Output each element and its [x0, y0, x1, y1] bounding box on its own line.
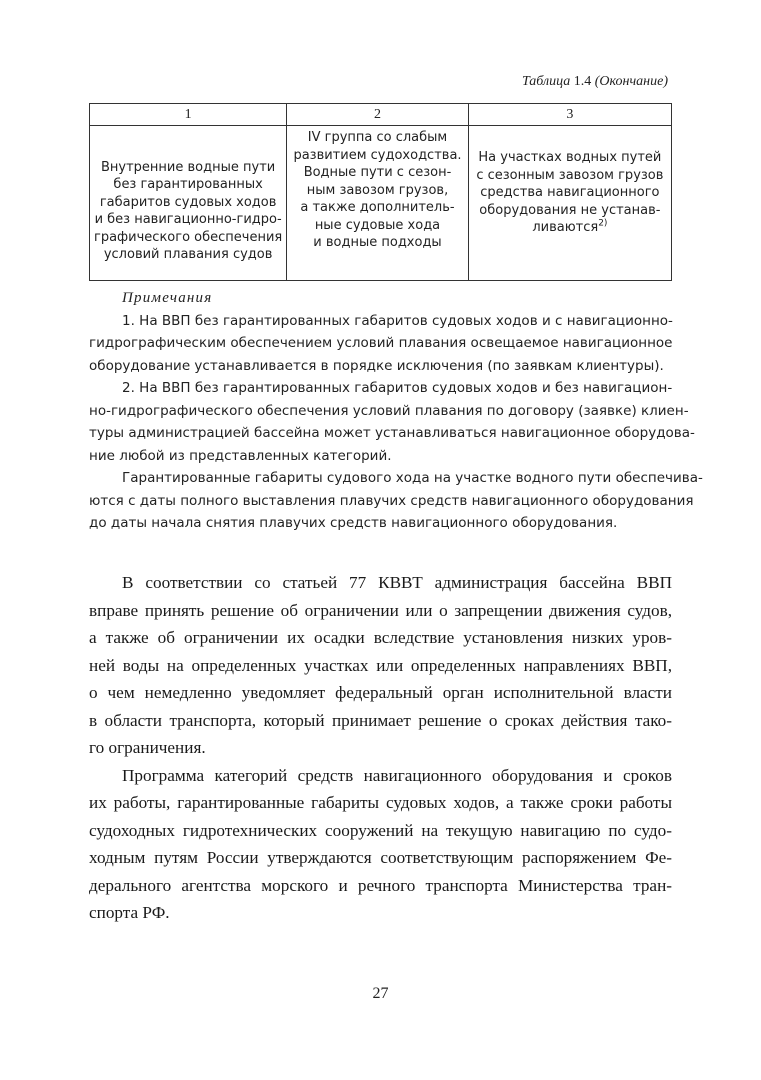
cell-line: Внутренние водные пути: [101, 159, 276, 175]
body-line: о чем немедленно уведомляет федеральный орган исполнительной власти: [89, 683, 672, 702]
body-line: ней воды на определенных участках или определенных направлениях ВВП,: [89, 655, 672, 675]
body-line: их работы, гарантированные габариты судовых ходов, а также сроки работы: [89, 793, 672, 812]
cell-line: развитием судоходства.: [293, 147, 462, 163]
table-caption-number: 1.4: [573, 74, 592, 89]
cell-line: а также дополнитель-: [300, 200, 455, 215]
note-paragraph: [89, 310, 672, 378]
body-line: дерального агентства морского и речного транспорта Министерства тран-: [89, 875, 672, 895]
cell-line: средства навигационного: [480, 185, 660, 201]
data-table: [89, 103, 672, 281]
note-line: ние любой из представленных категорий.: [89, 447, 392, 464]
cell-line: оборудования не устанав-: [479, 202, 661, 218]
notes-section: [89, 287, 703, 535]
table-header-cell: 1: [90, 104, 287, 126]
table-header-cell: 3: [468, 104, 671, 126]
body-line: В соответствии со статьей 77 КВВТ администрация бассейна ВВП: [122, 573, 672, 592]
cell-line: условий плавания судов: [103, 247, 273, 262]
body-line: а также об ограничении их осадки вследствие установления низких уров-: [89, 628, 672, 647]
cell-line: ным завозом грузов,: [306, 182, 449, 198]
cell-line: габаритов судовых ходов: [99, 194, 277, 210]
body-line: судоходных гидротехнических сооружений на текущую навигацию по судо-: [89, 820, 672, 840]
body-line: в области транспорта, который принимает решение о сроках действия тако-: [89, 710, 672, 730]
note-line: ются с даты полного выставления плавучих средств навигационного оборудования: [89, 492, 694, 509]
body-text: [89, 569, 672, 927]
body-line: вправе принять решение об ограничении или о запрещении движения судов,: [89, 600, 672, 620]
body-line: го ограничения.: [89, 738, 206, 757]
cell-line: На участках водных путей: [478, 150, 662, 166]
note-line: но-гидрографического обеспечения условий плавания по договору (заявке) клиен-: [89, 402, 689, 419]
table-header-cell: 2: [287, 104, 469, 126]
table-header-row: [90, 104, 672, 126]
note-line: туры администрацией бассейна может устанавливаться навигационное оборудова-: [89, 425, 695, 441]
body-paragraph: [89, 762, 672, 927]
cell-line: [473, 219, 667, 237]
cell-line: графического обеспечения: [94, 229, 283, 245]
note-line: оборудование устанавливается в порядке исключения (по заявкам клиентуры).: [89, 357, 664, 374]
table-cell-waterway-type: [90, 126, 287, 281]
cell-line: и водные подходы: [313, 235, 442, 250]
footnote-marker: 2): [598, 218, 608, 229]
table-caption: [522, 74, 668, 90]
table-cell-group: [287, 126, 469, 281]
cell-line: и без навигационно-гидро-: [94, 212, 282, 227]
body-line: Программа категорий средств навигационного оборудования и сроков: [122, 765, 672, 785]
body-line: ходным путям России утверждаются соответствующим распоряжением Фе-: [89, 848, 672, 867]
cell-line: IV группа со слабым: [307, 130, 448, 145]
body-line: спорта РФ.: [89, 903, 170, 922]
note-paragraph: [89, 377, 695, 467]
note-line: 1. На ВВП без гарантированных габаритов судовых ходов и с навигационно-: [122, 312, 673, 329]
note-line: гидрографическим обеспечением условий плавания освещаемое навигационное: [89, 335, 673, 351]
note-line: 2. На ВВП без гарантированных габаритов судовых ходов и без навигацион-: [122, 380, 673, 396]
cell-line-text: ливаются: [532, 220, 599, 236]
table-row: [90, 126, 672, 281]
cell-line: с сезонным завозом грузов: [476, 167, 664, 183]
table-cell-equipment: [468, 126, 671, 281]
notes-heading: Примечания: [122, 290, 213, 306]
note-line: до даты начала снятия плавучих средств навигационного оборудования.: [89, 515, 618, 531]
page-number: 27: [372, 985, 389, 1002]
cell-line: Водные пути с сезон-: [303, 165, 452, 180]
table-caption-label: Таблица: [522, 74, 571, 89]
cell-line: без гарантированных: [113, 177, 263, 192]
table-caption-suffix: (Окончание): [594, 74, 668, 89]
note-line: Гарантированные габариты судового хода на участке водного пути обеспечива-: [122, 470, 703, 486]
body-paragraph: [89, 569, 672, 762]
cell-line: ные судовые хода: [314, 217, 441, 233]
note-paragraph: [89, 467, 703, 535]
